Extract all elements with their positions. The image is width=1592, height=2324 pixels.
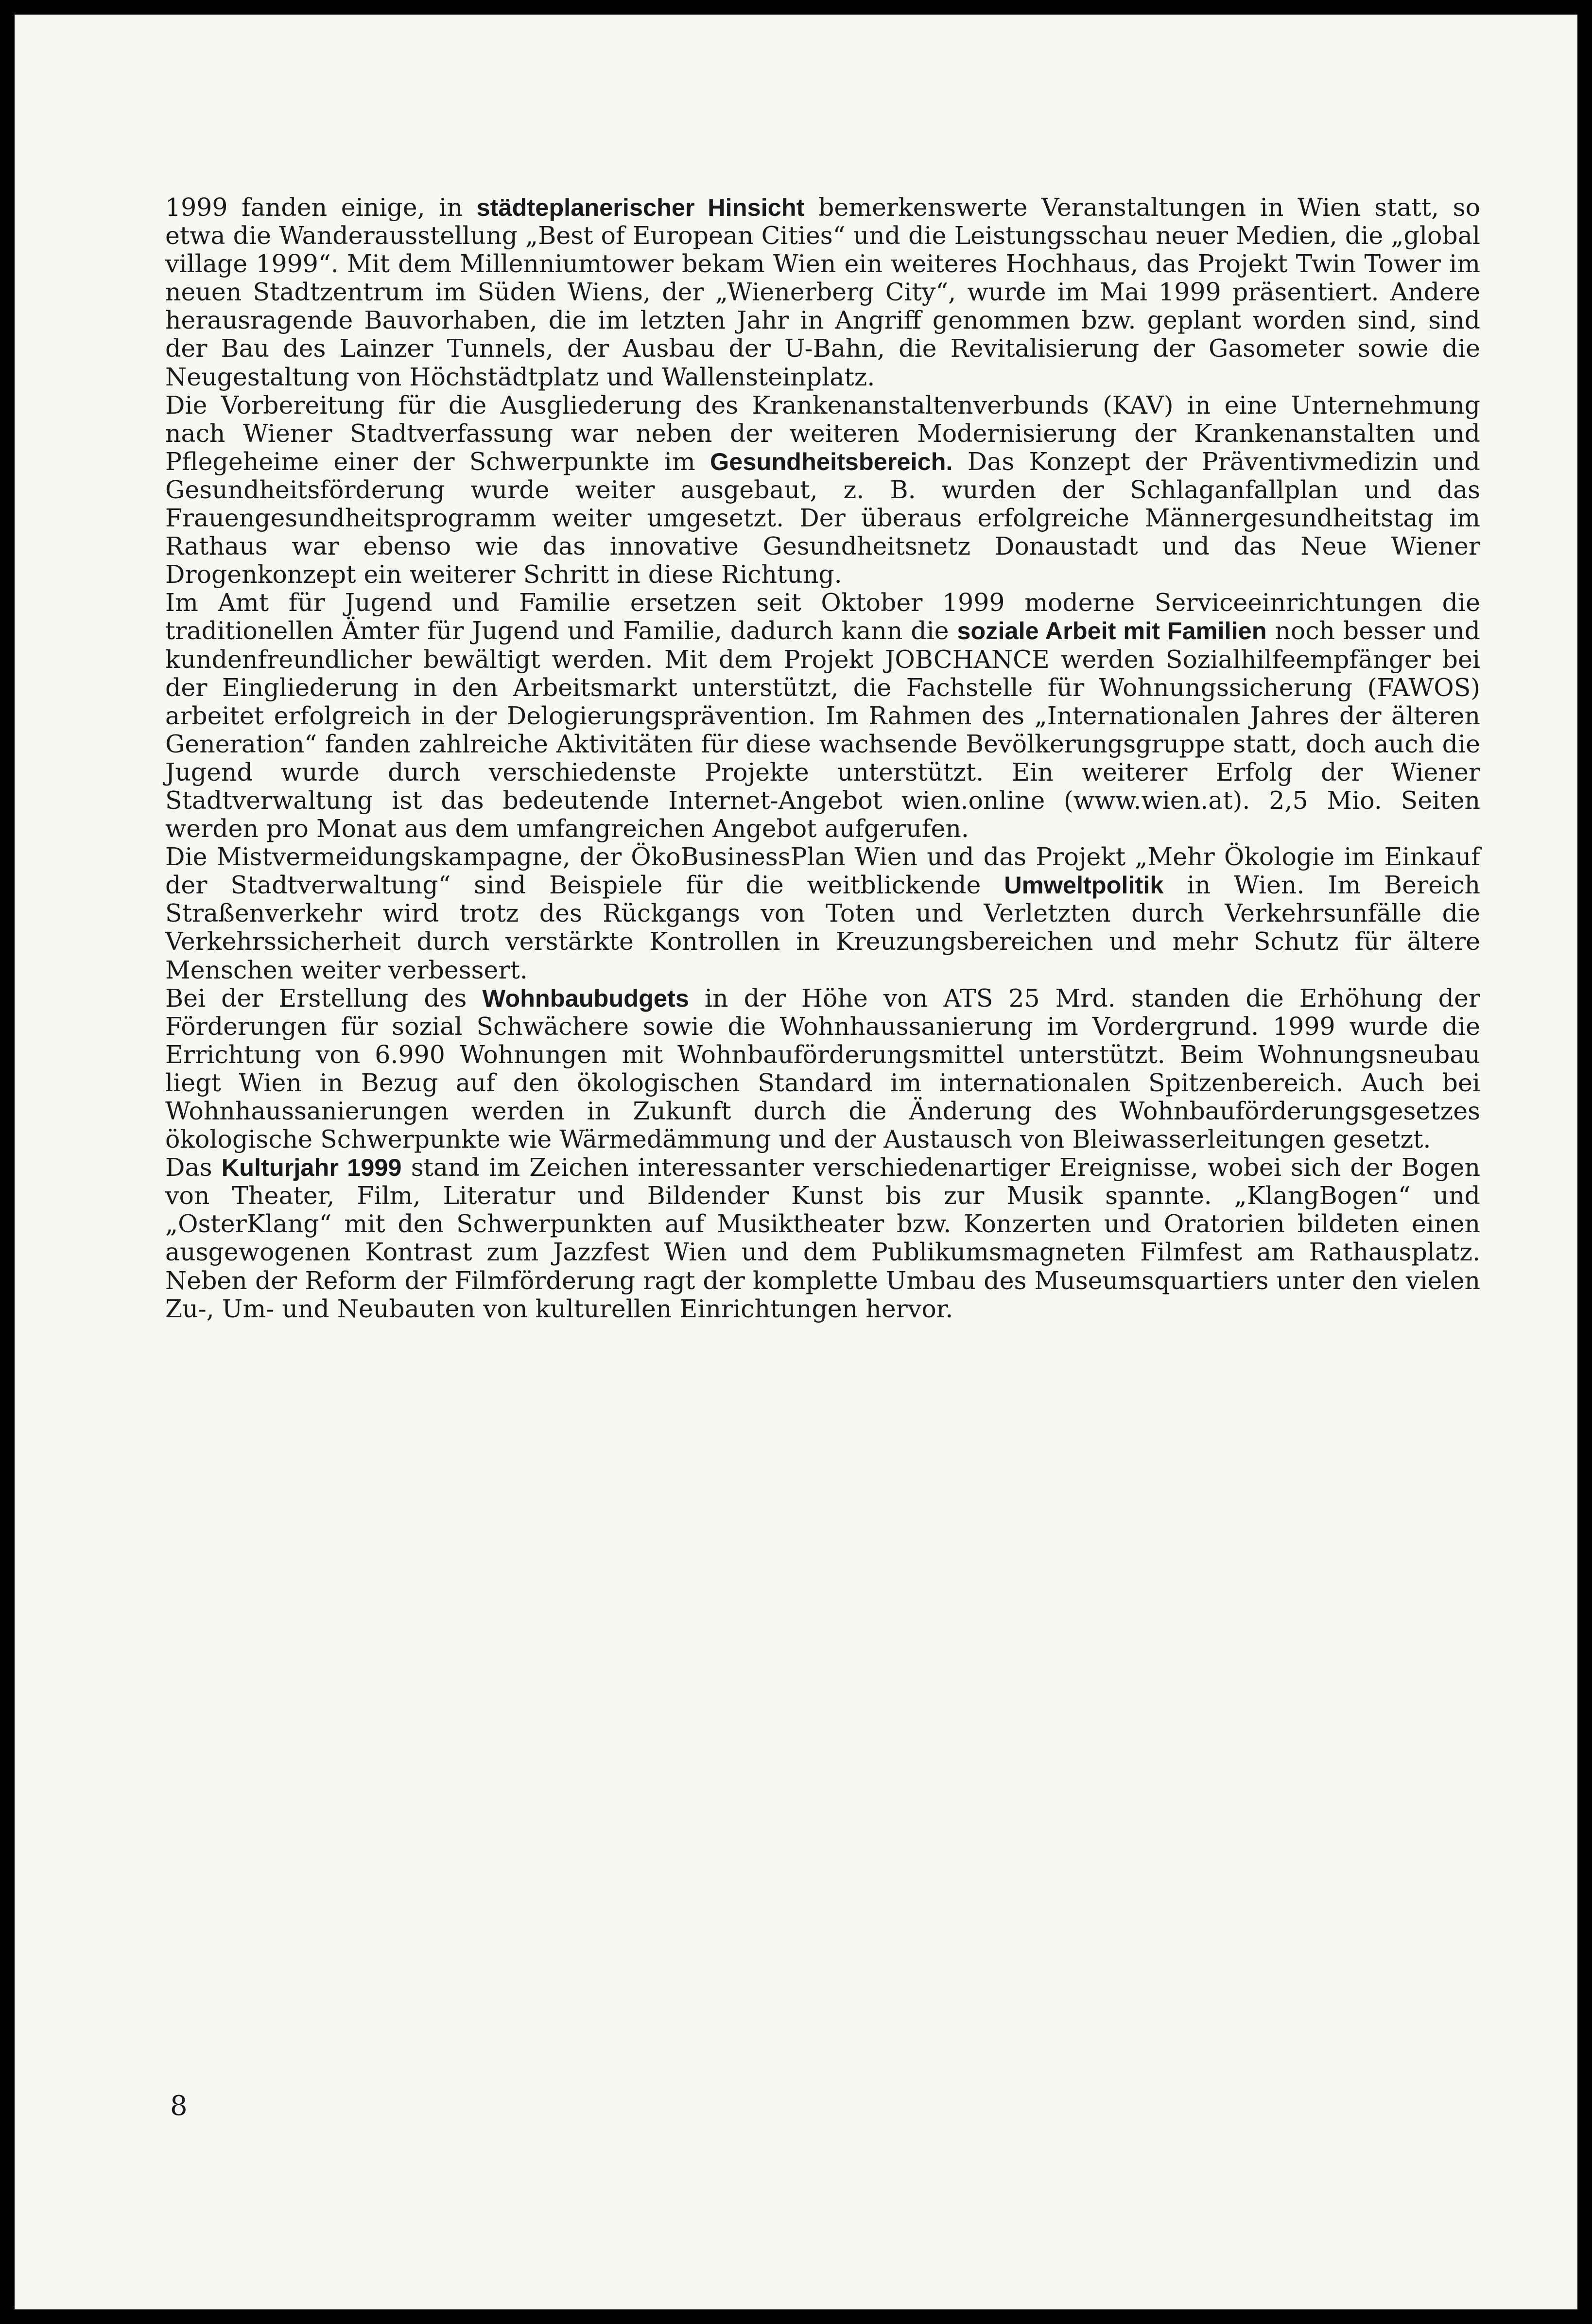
paragraph	[165, 193, 1480, 391]
text-run: in der Höhe von ATS 25 Mrd. standen die Erhöhung der Förderungen für sozial Schwächere sowie die Wohnhaussanierung im Vordergrund. 1999 wurde die Errichtung von 6.990 Wohnungen mit Wohnbauförderungsmittel unterstützt. Beim Wohnungsneubau liegt Wien in Bezug auf den ökologischen Standard im internationalen Spitzenbereich. Auch bei Wohnhaussanierungen werden in Zukunft durch die Änderung des Wohnbauförderungsgesetzes ökologische Schwerpunkte wie Wärmedämmung und der Austausch von Bleiwasserleitungen gesetzt.	[165, 983, 1480, 1154]
text-run: Das	[165, 1153, 222, 1182]
text-run: Im Amt für Jugend und Familie ersetzen seit Oktober 1999 moderne Serviceeinrichtungen die traditionellen Ämter für Jugend und Familie, dadurch kann die	[165, 588, 1480, 646]
text-run: in Wien. Im Bereich Straßenverkehr wird trotz des Rückgangs von Toten und Verletzten durch Verkehrsunfälle die Verkehrssicherheit durch verstärkte Kontrollen in Kreuzungsbereichen und mehr Schutz für ältere Menschen weiter verbessert.	[165, 871, 1480, 984]
page-sheet	[15, 15, 1577, 2309]
bold-keyword: Wohnbaubudgets	[482, 984, 689, 1012]
paragraph	[165, 1153, 1480, 1323]
body-text	[165, 193, 1480, 1323]
paragraph	[165, 843, 1480, 984]
page-number: 8	[170, 2090, 188, 2122]
bold-keyword: Kulturjahr 1999	[221, 1153, 402, 1182]
text-run: Die Vorbereitung für die Ausgliederung des Krankenanstaltenverbunds (KAV) in eine Unternehmung nach Wiener Stadtverfassung war neben der weiteren Modernisierung der Krankenanstalten und Pflegeheime einer der Schwerpunkte im	[165, 390, 1480, 476]
text-run: Bei der Erstellung des	[165, 983, 483, 1013]
paragraph	[165, 984, 1480, 1154]
text-run: 1999 fanden einige, in	[165, 193, 477, 222]
text-run: stand im Zeichen interessanter verschiedenartiger Ereignisse, wobei sich der Bogen von Theater, Film, Literatur und Bildender Kunst bis zur Musik spannte. „KlangBogen“ und „OsterKlang“ mit den Schwerpunkten auf Musiktheater bzw. Konzerten und Oratorien bildeten einen ausgewogenen Kontrast zum Jazzfest Wien und dem Publikumsmagneten Filmfest am Rathausplatz. Neben der Reform der Filmförderung ragt der komplette Umbau des Museumsquartiers unter den vielen Zu-, Um- und Neubauten von kulturellen Einrichtungen hervor.	[165, 1153, 1480, 1323]
bold-keyword: Umweltpolitik	[1004, 871, 1164, 899]
bold-keyword: soziale Arbeit mit Familien	[957, 617, 1267, 645]
paragraph	[165, 589, 1480, 843]
paragraph	[165, 391, 1480, 589]
text-run: bemerkenswerte Veranstaltungen in Wien statt, so etwa die Wanderausstellung „Best of European Cities“ und die Leistungsschau neuer Medien, die „global village 1999“. Mit dem Millenniumtower bekam Wien ein weiteres Hochhaus, das Projekt Twin Tower im neuen Stadtzentrum im Süden Wiens, der „Wienerberg City“, wurde im Mai 1999 präsentiert. Andere herausragende Bauvorhaben, die im letzten Jahr in Angriff genommen bzw. geplant worden sind, sind der Bau des Lainzer Tunnels, der Ausbau der U-Bahn, die Revitalisierung der Gasometer sowie die Neugestaltung von Höchstädtplatz und Wallensteinplatz.	[165, 193, 1480, 391]
bold-keyword: Gesundheitsbereich.	[710, 447, 953, 475]
text-run: noch besser und kundenfreundlicher bewältigt werden. Mit dem Projekt JOBCHANCE werden Sozialhilfeempfänger bei der Eingliederung in den Arbeitsmarkt unterstützt, die Fachstelle für Wohnungssicherung (FAWOS) arbeitet erfolgreich in der Delogierungsprävention. Im Rahmen des „Internationalen Jahres der älteren Generation“ fanden zahlreiche Aktivitäten für diese wachsende Bevölkerungsgruppe statt, doch auch die Jugend wurde durch verschiedenste Projekte unterstützt. Ein weiterer Erfolg der Wiener Stadtverwaltung ist das bedeutende Internet-Angebot wien.online (www.wien.at). 2,5 Mio. Seiten werden pro Monat aus dem umfangreichen Angebot aufgerufen.	[165, 616, 1480, 843]
text-run: Das Konzept der Präventivmedizin und Gesundheitsförderung wurde weiter ausgebaut, z. B. wurden der Schlaganfallplan und das Frauengesundheitsprogramm weiter umgesetzt. Der überaus erfolgreiche Männergesundheitstag im Rathaus war ebenso wie das innovative Gesundheitsnetz Donaustadt und das Neue Wiener Drogenkonzept ein weiterer Schritt in diese Richtung.	[165, 447, 1480, 589]
text-run: Die Mistvermeidungskampagne, der ÖkoBusinessPlan Wien und das Projekt „Mehr Ökologie im Einkauf der Stadtverwaltung“ sind Beispiele für die weitblickende	[165, 842, 1480, 900]
bold-keyword: städteplanerischer Hinsicht	[476, 193, 805, 221]
